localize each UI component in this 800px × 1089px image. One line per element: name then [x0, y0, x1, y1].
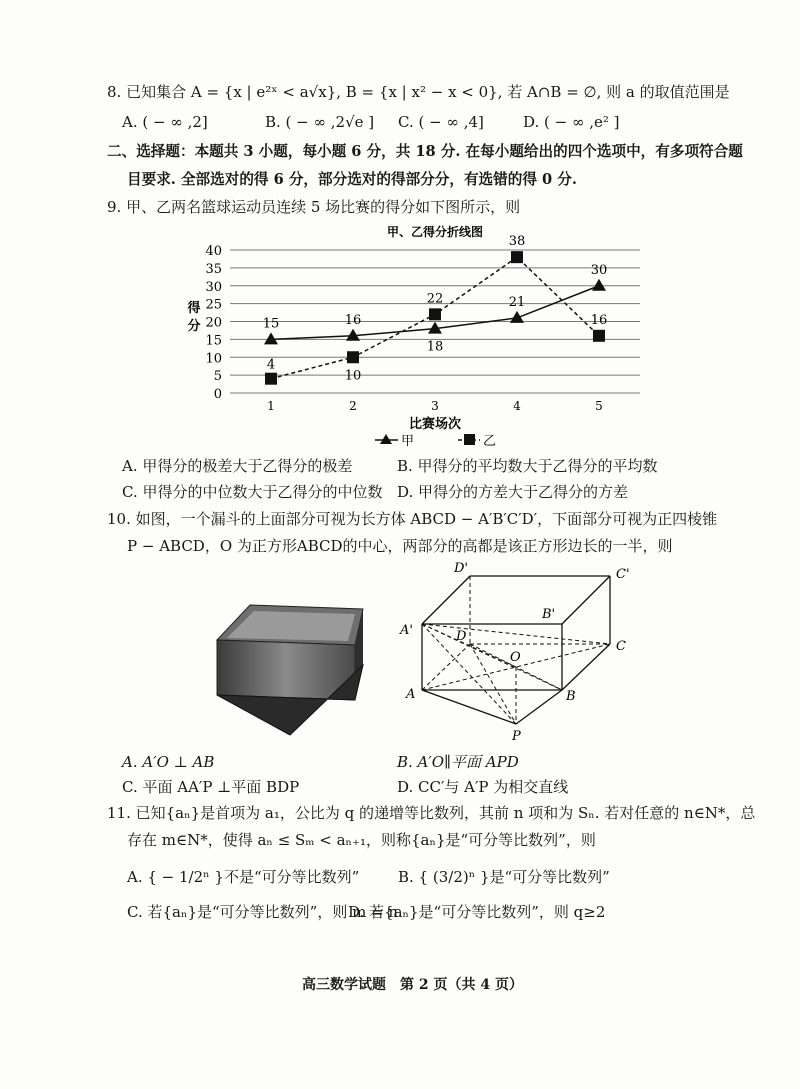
edge-A1D1 — [422, 576, 470, 624]
hidden-edge-A1P — [422, 624, 516, 724]
q10-option-a: A. A′O ⊥ AB — [122, 753, 215, 771]
edge-BP — [516, 690, 562, 724]
q8-stem: 8. 已知集合 A = {x | e²ˣ < a√x}, B = {x | x² − x < 0}, 若 A∩B = ∅, 则 a 的取值范围是 — [107, 83, 730, 101]
vertex-label-O: O — [510, 650, 521, 665]
y-tick-label: 30 — [205, 279, 222, 295]
y-tick-label: 5 — [213, 369, 222, 385]
q10-option-d: D. CC′与 A′P 为相交直线 — [397, 778, 569, 796]
y-tick-label: 10 — [205, 351, 222, 367]
q9-option-c: C. 甲得分的中位数大于乙得分的中位数 — [122, 483, 383, 501]
x-tick-label: 4 — [513, 399, 521, 413]
edge-BC — [562, 644, 610, 690]
x-tick-label: 3 — [431, 399, 439, 413]
y-axis-label-char: 分 — [187, 319, 201, 334]
q11-option-c: C. 若{aₙ}是“可分等比数列”，则 m = n — [127, 903, 399, 921]
q11-option-d: D. 若{aₙ}是“可分等比数列”，则 q≥2 — [348, 903, 606, 921]
data-label: 22 — [426, 291, 444, 307]
q9-option-a: A. 甲得分的极差大于乙得分的极差 — [122, 457, 353, 475]
q8-option-a: A. ( − ∞ ,2] — [122, 113, 208, 131]
q10-option-c: C. 平面 AA′P ⊥平面 BDP — [122, 778, 300, 796]
data-label: 16 — [344, 312, 362, 328]
data-label: 18 — [426, 339, 444, 355]
q11-option-a: A. { − 1/2ⁿ }不是“可分等比数列” — [127, 868, 360, 886]
vertex-label-B: B — [566, 689, 576, 704]
data-label: 38 — [508, 234, 526, 250]
q10-stem-line2: P − ABCD，O 为正方形ABCD的中心，两部分的高都是该正方形边长的一半，则 — [127, 537, 673, 555]
data-label: 4 — [266, 357, 276, 373]
vertex-label-A: A — [406, 687, 416, 702]
y-tick-label: 35 — [205, 261, 222, 277]
x-tick-label: 1 — [267, 399, 275, 413]
section2-heading: 二、选择题：本题共 3 小题，每小题 6 分，共 18 分. 在每小题给出的四个选项中，有多项符合题 — [107, 143, 743, 160]
q9-option-d: D. 甲得分的方差大于乙得分的方差 — [397, 483, 629, 501]
q9-stem: 9. 甲、乙两名篮球运动员连续 5 场比赛的得分如下图所示，则 — [107, 198, 521, 216]
q11-stem-line1: 11. 已知{aₙ}是首项为 a₁，公比为 q 的递增等比数列，其前 n 项和为 Sₙ. 若对任意的 n∈N*，总 — [107, 804, 756, 822]
data-label: 30 — [590, 262, 608, 278]
vertex-label-P: P — [512, 729, 521, 744]
data-label: 15 — [262, 316, 280, 332]
q10-stem-line1: 10. 如图，一个漏斗的上面部分可视为长方体 ABCD − A′B′C′D′，下面部分可视为正四棱锥 — [107, 510, 718, 528]
data-label: 10 — [344, 368, 362, 384]
y-tick-label: 40 — [205, 244, 222, 259]
hidden-edge-A1B — [422, 624, 562, 690]
legend-label-jia: 甲 — [401, 434, 415, 449]
data-label: 16 — [590, 312, 608, 328]
vertex-label-D1: D' — [454, 561, 468, 576]
q11-stem-line2: 存在 m∈N*，使得 aₙ ≤ Sₘ < aₙ₊₁，则称{aₙ}是“可分等比数列”，则 — [127, 831, 596, 849]
chart-title: 甲、乙得分折线图 — [386, 225, 484, 239]
data-label: 21 — [508, 294, 526, 310]
vertex-label-C1: C' — [616, 567, 630, 582]
vertex-label-D: D — [456, 629, 467, 644]
y-tick-label: 25 — [205, 297, 222, 313]
y-tick-label: 15 — [205, 333, 222, 349]
q11-option-b: B. { (3/2)ⁿ }是“可分等比数列” — [398, 868, 610, 886]
q8-option-c: C. ( − ∞ ,4] — [398, 113, 484, 131]
x-tick-label: 2 — [349, 399, 357, 413]
section2-instructions: 目要求. 全部选对的得 6 分，部分选对的得部分分，有选错的得 0 分. — [127, 171, 577, 188]
legend-label-yi: 乙 — [483, 434, 497, 449]
q8-option-b: B. ( − ∞ ,2√e ] — [265, 113, 375, 131]
vertex-label-C: C — [616, 639, 626, 654]
page-footer: 高三数学试题 第 2 页（共 4 页） — [302, 977, 523, 993]
edge-AP — [422, 690, 516, 724]
y-tick-label: 0 — [213, 387, 222, 402]
edge-B1C1 — [562, 576, 610, 624]
q10-option-b: B. A′O∥平面 APD — [397, 753, 519, 771]
q8-option-d: D. ( − ∞ ,e² ] — [523, 113, 620, 131]
x-axis-label: 比赛场次 — [408, 417, 462, 432]
q9-option-b: B. 甲得分的平均数大于乙得分的平均数 — [397, 457, 658, 475]
x-tick-label: 5 — [595, 399, 603, 413]
vertex-label-A1: A' — [400, 623, 413, 638]
hidden-edge-A1C — [422, 624, 610, 644]
vertex-label-B1: B' — [542, 607, 556, 622]
y-axis-label-char: 得 — [187, 301, 201, 316]
y-tick-label: 20 — [205, 315, 222, 331]
